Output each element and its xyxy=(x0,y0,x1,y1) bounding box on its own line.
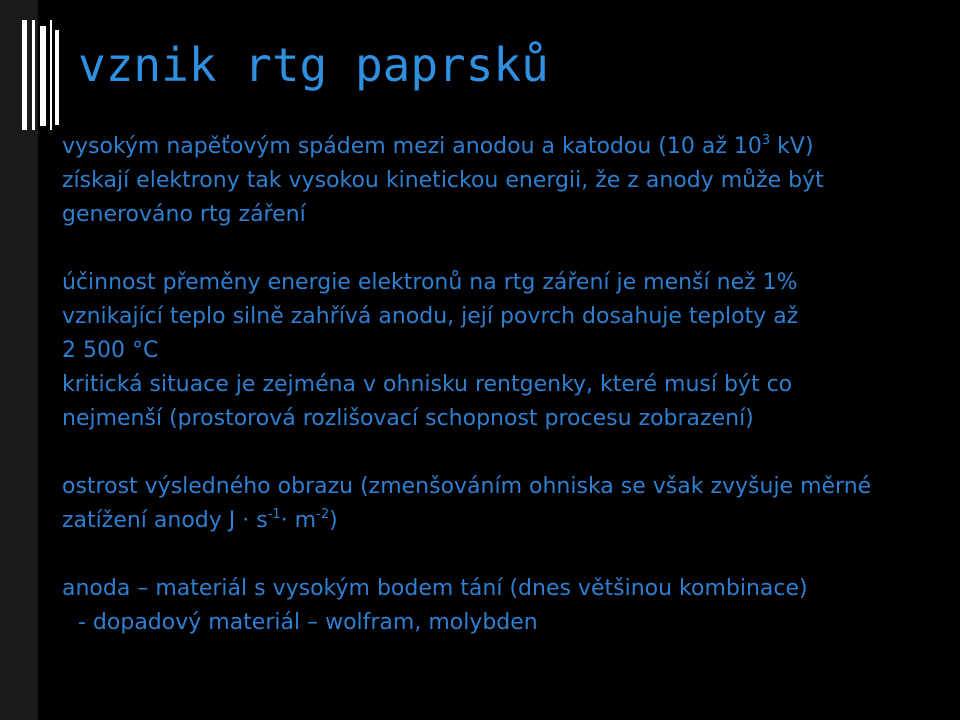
decorative-bars-icon xyxy=(20,20,60,130)
slide-content xyxy=(62,130,942,640)
text-line-12: - dopadový materiál – wolfram, molybden xyxy=(78,610,538,635)
slide-title: vznik rtg paprsků xyxy=(78,38,549,92)
text-line-3: generováno rtg záření xyxy=(62,202,306,227)
text-line-5: vznikající teplo silně zahřívá anodu, její povrch dosahuje teploty až xyxy=(62,304,799,329)
text-line-10: zatížení anody $J \cdot s^{-1}\cdot m^{-2}$) xyxy=(62,507,338,533)
spacer xyxy=(62,232,942,266)
text-line-7: kritická situace je zejména v ohnisku rentgenky, které musí být co xyxy=(62,372,793,397)
spacer xyxy=(62,436,942,470)
text-line-8: nejmenší (prostorová rozlišovací schopnost procesu zobrazení) xyxy=(62,406,754,431)
text-line-9: ostrost výsledného obrazu (zmenšováním ohniska se však zvyšuje měrné xyxy=(62,474,872,499)
text-line-4: účinnost přeměny energie elektronů na rtg záření je menší než 1% xyxy=(62,270,798,295)
text-line-1: vysokým napěťovým spádem mezi anodou a katodou (10 až $10^3$ kV) xyxy=(62,133,814,159)
text-line-2: získají elektrony tak vysokou kinetickou energii, že z anody může být xyxy=(62,168,824,193)
text-line-6: 2 500 °C xyxy=(62,338,159,363)
spacer xyxy=(62,538,942,572)
text-line-11: anoda – materiál s vysokým bodem tání (dnes většinou kombinace) xyxy=(62,576,808,601)
